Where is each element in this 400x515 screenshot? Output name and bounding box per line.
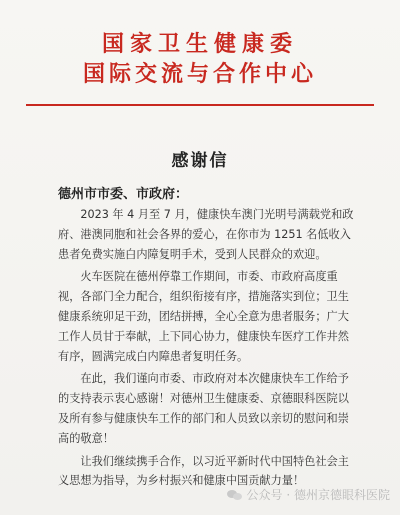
salutation: 德州市市委、市政府： (58, 187, 189, 202)
paragraph-3: 在此，我们谨向市委、市政府对本次健康快车工作给予的支持表示衷心感谢！对德州卫生健康委、京德眼科医院以及所有参与健康快车工作的部门和人员致以亲切的慰问和崇高的敬意！ (58, 372, 349, 445)
letter-title: 感谢信 (171, 151, 229, 171)
paragraph-2: 火车医院在德州停靠工作期间，市委、市政府高度重视，各部门全力配合，组织衔接有序，措施落实到位；卫生健康系统卯足干劲，团结拼搏，全心全意为患者服务；广大工作人员甘于奉献，上下同心协力，健康快车医疗工作井然有序，圆满完成白内障患者复明任务。 (58, 270, 349, 363)
watermark (227, 486, 390, 503)
letter-body (58, 205, 360, 494)
letterhead-divider (26, 104, 374, 106)
letterhead (0, 30, 400, 88)
paragraph-4: 让我们继续携手合作，以习近平新时代中国特色社会主义思想为指导，为乡村振兴和健康中国贡献力量！ (58, 454, 349, 488)
watermark-text: 公众号 · 德州京德眼科医院 (246, 488, 390, 502)
letterhead-line-1: 国家卫生健康委 (101, 31, 298, 57)
letterhead-line-2: 国际交流与合作中心 (82, 61, 317, 87)
paragraph-1: 2023 年 4 月至 7 月，健康快车澳门光明号满载党和政府、港澳同胞和社会各界的爱心，在你市为 1251 名低收入患者免费实施白内障复明手术，受到人民群众的欢迎。 (58, 208, 354, 261)
wechat-icon (227, 488, 243, 502)
